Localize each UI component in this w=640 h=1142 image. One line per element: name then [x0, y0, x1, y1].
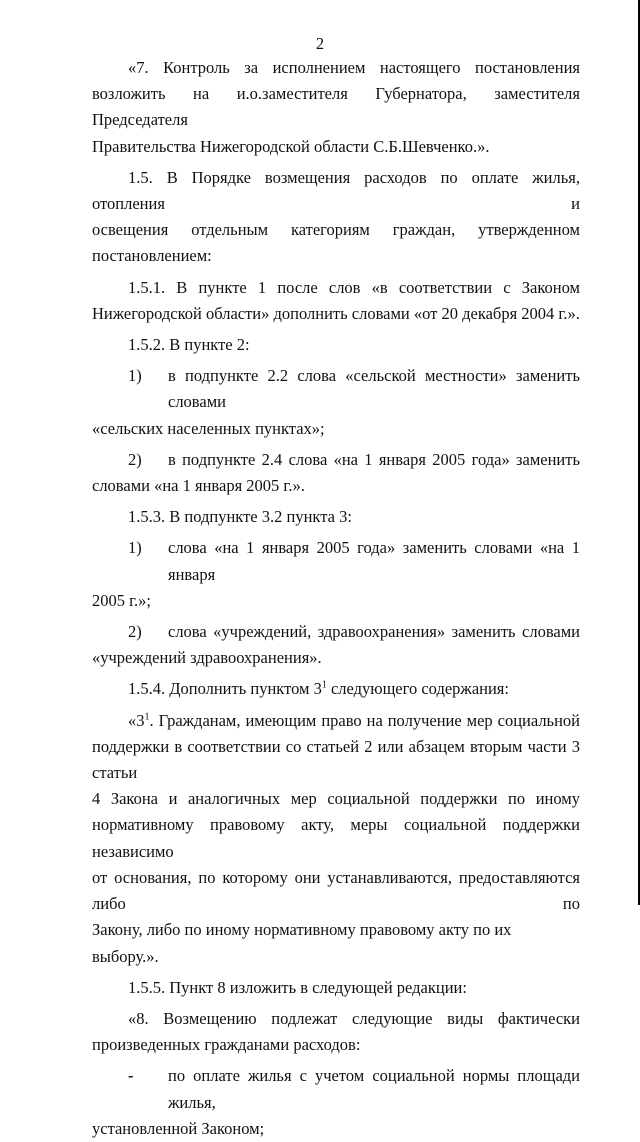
paragraph-item-8	[92, 1006, 580, 1058]
text-line: 1.5.2. В пункте 2:	[128, 335, 250, 355]
paragraph-item-3-1	[92, 708, 580, 970]
bullet-item	[92, 1063, 580, 1142]
text-line: 1.5. В Порядке возмещения расходов по оплате жилья, отопления и	[92, 167, 580, 214]
subitem-text: слова «учреждений, здравоохранения» заменить словами	[168, 622, 580, 642]
text-line: установленной Законом;	[92, 1118, 265, 1138]
paragraph-item-7	[92, 55, 580, 160]
text-line: «учреждений здравоохранения».	[92, 648, 322, 668]
text-line: Закону, либо по иному нормативному правовому акту по их выбору.».	[92, 920, 512, 966]
text-line	[92, 447, 580, 473]
text-line: поддержки в соответствии со статьей 2 или абзацем вторым части 3 статьи	[92, 736, 580, 783]
document-body	[92, 55, 580, 1142]
text-line: постановлением:	[92, 246, 212, 266]
text-line: Правительства Нижегородской области С.Б.Шевченко.».	[92, 136, 490, 156]
text-line	[92, 619, 580, 645]
text-line	[92, 676, 580, 702]
text-line: 2005 г.»;	[92, 590, 151, 610]
subitem-number: 2)	[128, 622, 142, 642]
text-line	[92, 363, 580, 415]
text-fragment: 1.5.4. Дополнить пунктом 3	[128, 679, 322, 699]
superscript: 1	[321, 679, 327, 691]
paragraph-1-5-2	[92, 332, 580, 358]
text-line: «8. Возмещению подлежат следующие виды фактически	[128, 1008, 580, 1028]
text-line	[92, 708, 580, 734]
text-fragment: следующего содержания:	[326, 679, 509, 699]
dash-bullet: -	[128, 1066, 134, 1086]
subitem-number: 1)	[128, 366, 142, 386]
subitem-text: в подпункте 2.4 слова «на 1 января 2005 года» заменить	[168, 449, 580, 469]
text-line: Нижегородской области» дополнить словами «от 20 декабря 2004 г.».	[92, 303, 580, 323]
subitem-2	[92, 447, 580, 499]
text-line	[92, 1063, 580, 1115]
paragraph-1-5-5	[92, 975, 580, 1001]
text-line: 1.5.5. Пункт 8 изложить в следующей редакции:	[128, 977, 467, 997]
text-line	[92, 535, 580, 587]
text-line: 1.5.3. В подпункте 3.2 пункта 3:	[128, 507, 352, 527]
text-line: освещения отдельным категориям граждан, утвержденном	[92, 220, 580, 240]
subitem-number: 1)	[128, 538, 142, 558]
text-line: «сельских населенных пунктах»;	[92, 418, 325, 438]
paragraph-1-5-1	[92, 275, 580, 327]
text-line: 1.5.1. В пункте 1 после слов «в соответствии с Законом	[128, 277, 580, 297]
paragraph-1-5	[92, 165, 580, 270]
text-line: от основания, по которому они устанавливаются, предоставляются либо по	[92, 867, 580, 914]
superscript: 1	[144, 711, 150, 723]
subitem-2	[92, 619, 580, 671]
subitem-1	[92, 535, 580, 614]
text-fragment: «3	[128, 710, 145, 730]
text-line: 4 Закона и аналогичных мер социальной поддержки по иному	[92, 789, 580, 809]
paragraph-1-5-3	[92, 504, 580, 530]
subitem-number: 2)	[128, 449, 142, 469]
bullet-text: по оплате жилья с учетом социальной нормы площади жилья,	[168, 1066, 580, 1112]
text-fragment: . Гражданам, имеющим право на получение мер социальной	[149, 710, 580, 730]
paragraph-1-5-4	[92, 676, 580, 702]
text-line: словами «на 1 января 2005 г.».	[92, 476, 305, 496]
subitem-text: в подпункте 2.2 слова «сельской местности» заменить словами	[168, 366, 580, 412]
text-line: нормативному правовому акту, меры социальной поддержки независимо	[92, 815, 580, 861]
subitem-text: слова «на 1 января 2005 года» заменить словами «на 1 января	[168, 538, 580, 584]
subitem-1	[92, 363, 580, 442]
text-line: произведенных гражданами расходов:	[92, 1035, 361, 1055]
page-number: 2	[315, 34, 325, 53]
text-line: возложить на и.о.заместителя Губернатора, заместителя Председателя	[92, 84, 580, 130]
text-line: «7. Контроль за исполнением настоящего постановления	[128, 58, 580, 77]
